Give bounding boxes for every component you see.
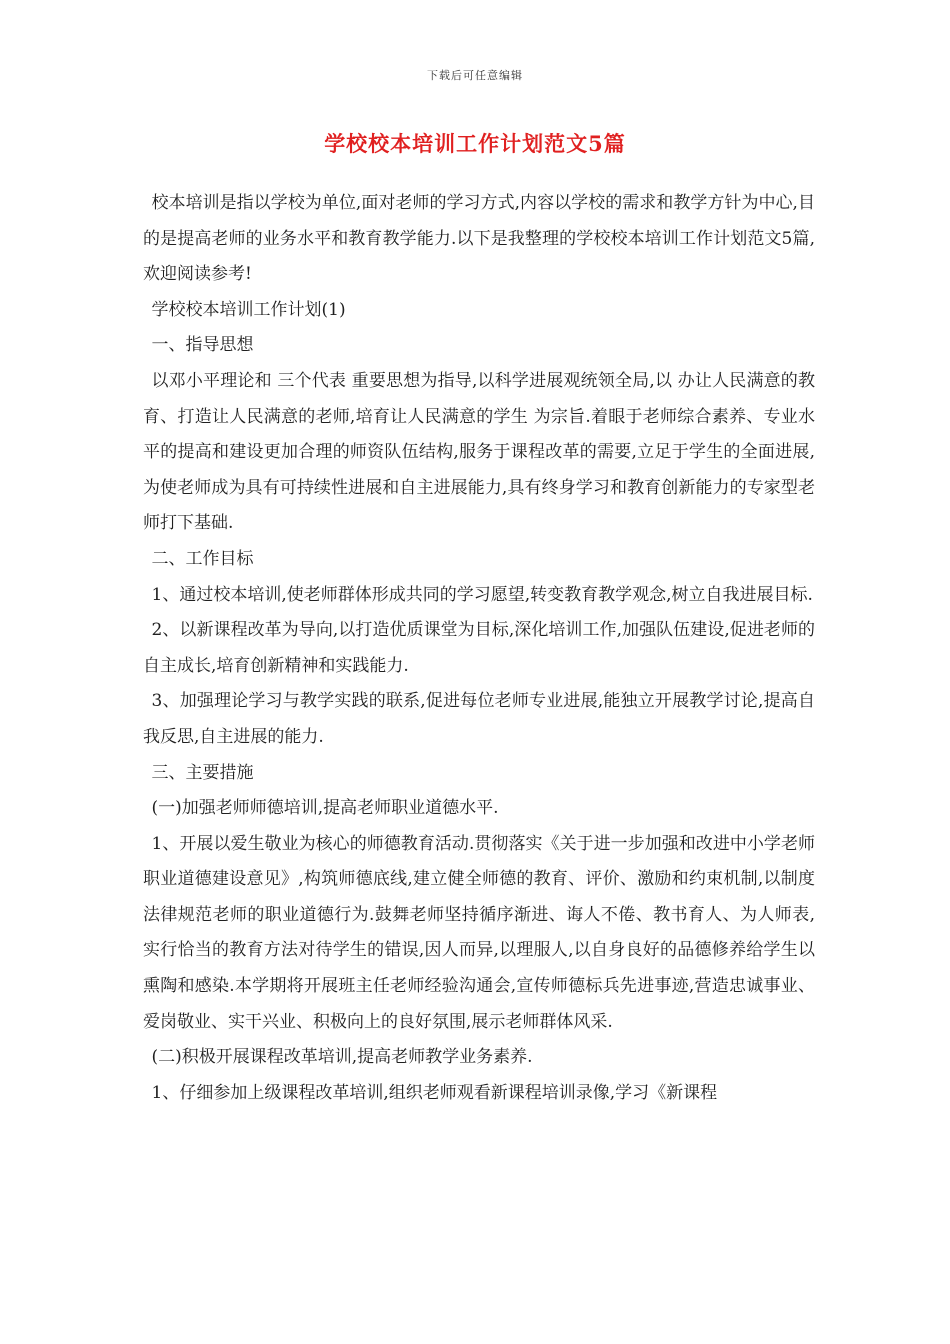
- measure-item-curriculum-1: 1、仔细参加上级课程改革培训,组织老师观看新课程培训录像,学习《新课程: [151, 1082, 718, 1103]
- document-title: 学校校本培训工作计划范文5篇: [324, 131, 626, 156]
- heading-guiding-ideology: 一、指导思想: [151, 335, 254, 356]
- document-body: [143, 186, 815, 1111]
- goal-item-3: 3、加强理论学习与教学实践的联系,促进每位老师专业进展,能独立开展教学讨论,提高自我反思,自主进展的能力.: [143, 691, 815, 747]
- heading-main-measures: 三、主要措施: [151, 762, 254, 783]
- section-heading-plan-1: 学校校本培训工作计划(1): [151, 299, 346, 320]
- goal-item-2: 2、以新课程改革为导向,以打造优质课堂为目标,深化培训工作,加强队伍建设,促进老师的自主成长,培育创新精神和实践能力.: [143, 620, 815, 676]
- subheading-curriculum-reform: (二)积极开展课程改革培训,提高老师教学业务素养.: [151, 1047, 533, 1068]
- heading-work-goals: 二、工作目标: [151, 548, 254, 569]
- measure-item-ethics-1: 1、开展以爱生敬业为核心的师德教育活动.贯彻落实《关于进一步加强和改进中小学老师职业道德建设意见》,构筑师德底线,建立健全师德的教育、评价、激励和约束机制,以制度法律规范老师的职业道德行为.鼓舞老师坚持循序渐进、诲人不倦、教书育人、为人师表,实行恰当的教育方法对待学生的错误,因人而异,以理服人,以自身良好的品德修养给学生以熏陶和感染.本学期将开展班主任老师经验沟通会,宣传师德标兵先进事迹,营造忠诚事业、爱岗敬业、实干兴业、积极向上的良好氛围,展示老师群体风采.: [143, 833, 815, 1032]
- goal-item-1: 1、通过校本培训,使老师群体形成共同的学习愿望,转变教育教学观念,树立自我进展目标.: [151, 584, 813, 605]
- intro-paragraph: 校本培训是指以学校为单位,面对老师的学习方式,内容以学校的需求和教学方针为中心,目的是提高老师的业务水平和教育教学能力.以下是我整理的学校校本培训工作计划范文5篇,欢迎阅读参考!: [143, 193, 815, 285]
- paragraph-guiding-ideology: 以邓小平理论和 三个代表 重要思想为指导,以科学进展观统领全局,以 办让人民满意的教育、打造让人民满意的老师,培育让人民满意的学生 为宗旨.着眼于老师综合素养、专业水平的提高和建设更加合理的师资队伍结构,服务于课程改革的需要,立足于学生的全面进展,为使老师成为具有可持续性进展和自主进展能力,具有终身学习和教育创新能力的专家型老师打下基础.: [143, 370, 815, 534]
- subheading-ethics-training: (一)加强老师师德培训,提高老师职业道德水平.: [151, 798, 499, 819]
- header-note: 下载后可任意编辑: [427, 69, 523, 82]
